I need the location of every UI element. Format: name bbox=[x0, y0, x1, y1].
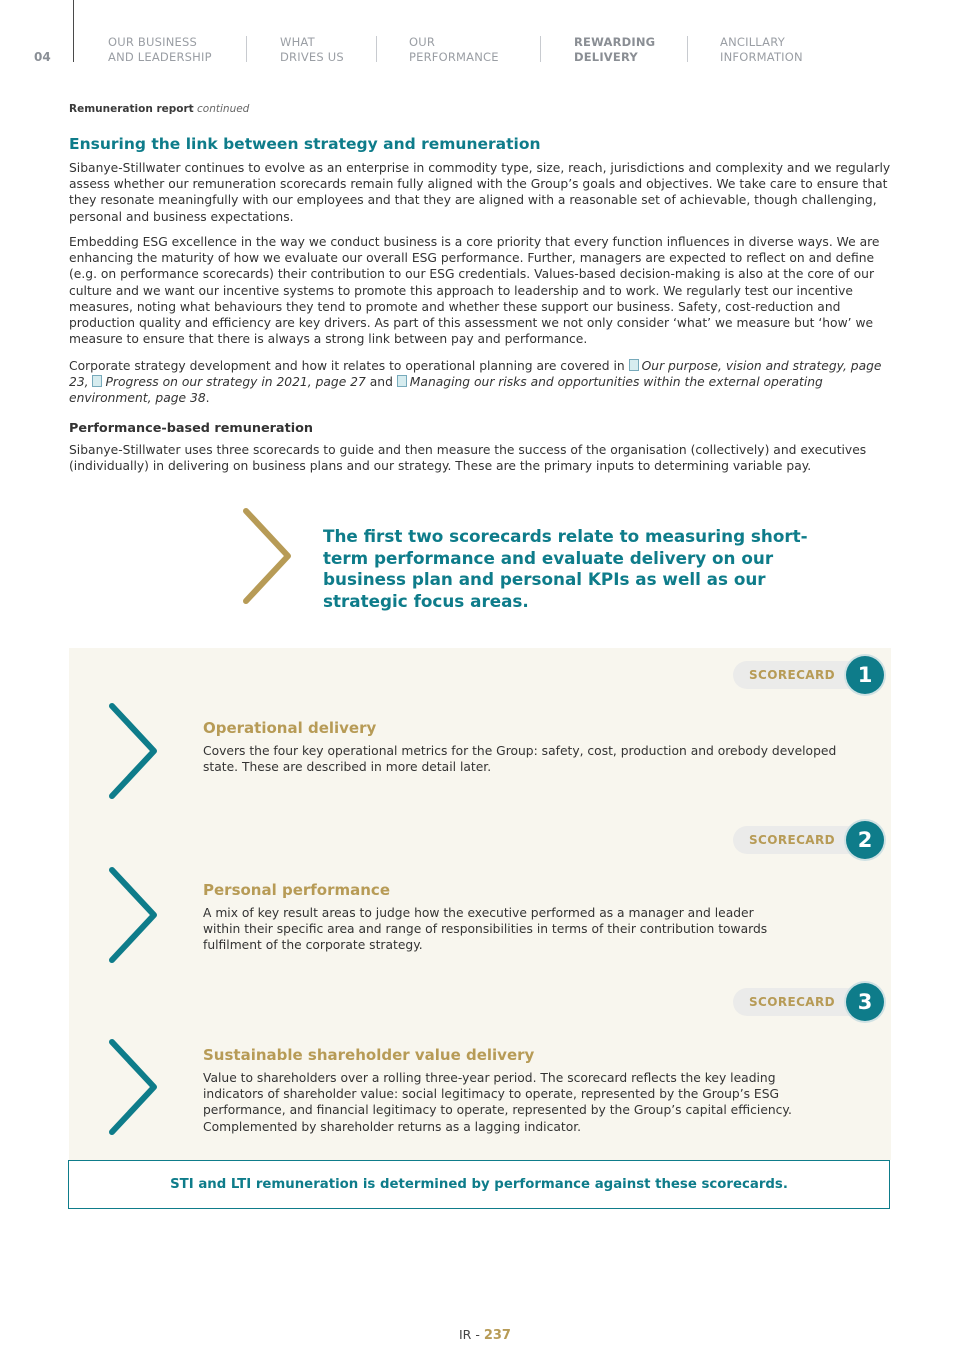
scorecard-title: Operational delivery bbox=[203, 719, 377, 737]
page-number: 237 bbox=[483, 1328, 511, 1343]
link-our-purpose[interactable]: Our purpose, vision and strategy, page 23, bbox=[69, 359, 882, 390]
conjunction-text: and bbox=[365, 375, 397, 390]
strategy-intro-text: Corporate strategy development and how it relates to operational planning are covered in bbox=[69, 359, 629, 373]
nav-item-what-drives-us[interactable]: WHAT DRIVES US bbox=[280, 35, 344, 64]
nav-separator bbox=[246, 36, 247, 62]
scorecard-title: Personal performance bbox=[203, 881, 390, 899]
esg-paragraph: Embedding ESG excellence in the way we conduct business is a core priority that every function influences in diverse ways. We are enhancing the maturity of how we evaluate our overall ESG performance. Further, managers are expected to reflect on and define (e.g. on performance scorecards) their contribution to our ESG credentials. Values-based decision-making is also at the core of our culture and we want our incentive systems to promote this approach to leadership and to work. We regularly test our incentive measures, noting what behaviours they tend to promote and whether these support our business. Safety, cost-reduction and production quality and efficiency are key drivers. As part of this assessment we not only consider ‘what’ we measure but ‘how’ we measure to ensure that there is always a strong link between pay and performance. bbox=[69, 235, 880, 347]
report-header bbox=[69, 103, 249, 115]
page-footer bbox=[459, 1327, 511, 1343]
footer-prefix: IR - bbox=[459, 1327, 484, 1342]
conclusion-box bbox=[68, 1160, 890, 1209]
performance-paragraph: Sibanye-Stillwater uses three scorecards to guide and then measure the success of the organisation (collectively) and executives (individually) in delivering on business plans and our strategy. These are the primary inputs to determining variable pay. bbox=[69, 443, 867, 474]
nav-item-rewarding-delivery[interactable]: REWARDING DELIVERY bbox=[574, 35, 656, 64]
scorecard-number: 3 bbox=[846, 983, 884, 1021]
document-icon bbox=[629, 359, 639, 371]
chevron-right-icon bbox=[104, 700, 164, 802]
scorecard-description: Covers the four key operational metrics for the Group: safety, cost, production and orebody developed state. These are described in more detail later. bbox=[203, 744, 837, 775]
header-divider bbox=[73, 0, 74, 62]
strategy-references-paragraph bbox=[69, 358, 899, 407]
scorecard-description: Value to shareholders over a rolling three-year period. The scorecard reflects the key leading indicators of shareholder value: social legitimacy to operate, represented by the Group’s ESG performance, and financial legitimacy to operate, represented by the Group’s capital efficiency. Complemented by shareholder returns as a lagging indicator. bbox=[203, 1071, 792, 1134]
intro-paragraph: Sibanye-Stillwater continues to evolve as an enterprise in commodity type, size, reach, jurisdictions and complexity and we regularly assess whether our remuneration scorecards remain fully aligned with the Group’s goals and objectives. We take care to ensure that they resonate meaningfully with our employees and that they are aligned with a reasonable set of achievable, though challenging, personal and business expectations. bbox=[69, 161, 891, 224]
nav-separator bbox=[540, 36, 541, 62]
nav-item-ancillary-information[interactable]: ANCILLARY INFORMATION bbox=[720, 35, 803, 64]
scorecard-number: 2 bbox=[846, 821, 884, 859]
nav-separator bbox=[687, 36, 688, 62]
performance-subheading: Performance-based remuneration bbox=[69, 421, 313, 436]
scorecard-number: 1 bbox=[846, 656, 884, 694]
chevron-right-icon bbox=[104, 1036, 164, 1138]
link-managing-risks[interactable]: Managing our risks and opportunities within the external operating environment, page 38 bbox=[69, 375, 823, 406]
scorecard-label: SCORECARD bbox=[749, 833, 835, 847]
scorecard-label: SCORECARD bbox=[749, 668, 835, 682]
link-progress-strategy[interactable]: Progress on our strategy in 2021, page 27 bbox=[105, 375, 366, 390]
document-icon bbox=[92, 375, 102, 387]
conclusion-text: STI and LTI remuneration is determined by performance against these scorecards. bbox=[170, 1177, 788, 1192]
period-text: . bbox=[205, 391, 210, 406]
nav-item-our-business[interactable]: OUR BUSINESS AND LEADERSHIP bbox=[108, 35, 212, 64]
nav-separator bbox=[376, 36, 377, 62]
chevron-right-icon bbox=[104, 864, 164, 966]
scorecard-title: Sustainable shareholder value delivery bbox=[203, 1046, 535, 1064]
scorecard-description: A mix of key result areas to judge how the executive performed as a manager and leader within their specific area and range of responsibilities in terms of their contribution towards fulfilment of the corporate strategy. bbox=[203, 906, 768, 953]
scorecard-label: SCORECARD bbox=[749, 995, 835, 1009]
report-title: Remuneration report bbox=[69, 103, 194, 115]
report-suffix: continued bbox=[197, 103, 250, 115]
chevron-right-icon bbox=[238, 505, 298, 607]
document-icon bbox=[397, 375, 407, 387]
nav-item-our-performance[interactable]: OUR PERFORMANCE bbox=[409, 35, 499, 64]
callout-text: The first two scorecards relate to measuring short-term performance and evaluate delivery on our business plan and personal KPIs as well as our strategic focus areas. bbox=[323, 526, 808, 611]
section-number: 04 bbox=[34, 50, 51, 64]
section-heading: Ensuring the link between strategy and remuneration bbox=[69, 135, 541, 153]
